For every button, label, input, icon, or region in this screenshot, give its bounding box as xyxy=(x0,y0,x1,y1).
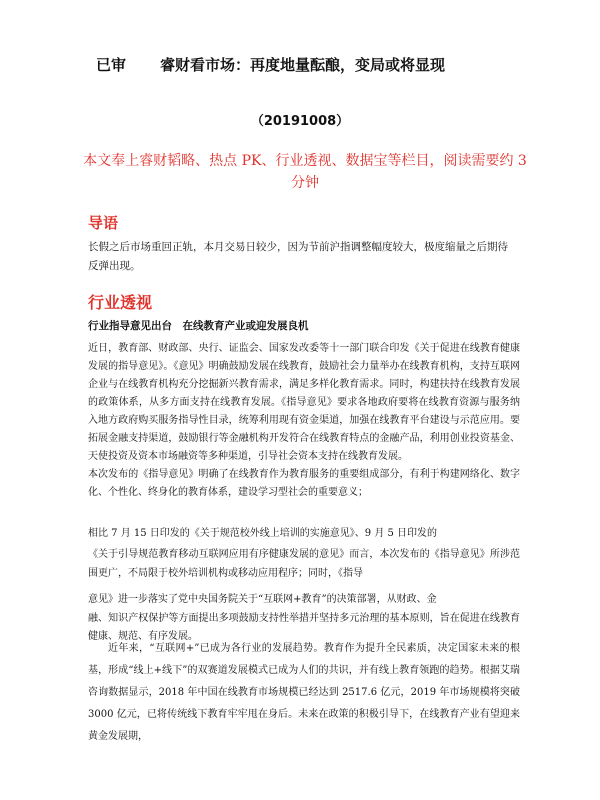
article-header xyxy=(96,54,516,75)
review-status: 已审 xyxy=(96,56,127,74)
article-title: 睿财看市场：再度地量酝酿，变局或将显现 xyxy=(160,56,446,74)
industry-section-title: 行业透视 xyxy=(88,293,153,312)
industry-paragraph-4: 融、知识产权保护等方面提出多项鼓励支持性举措并坚持多元治理的基本原则，旨在促进在线教育健康、规范、有序发展。 xyxy=(88,613,520,642)
industry-subheading: 行业指导意见出台 在线教育产业或迎发展良机 xyxy=(88,320,309,332)
article-date: （20191008） xyxy=(250,114,350,129)
industry-paragraph-5: 近年来，“互联网+”已成为各行业的发展趋势。教育作为提升全民素质，决定国家未来的根基，形成“线上+线下”的双赛道发展模式已成为人们的共识，并有线上教育领跑的趋势。根据艾瑞咨询数据显示，2018 年中国在线教育市场规模已经达到 2517.6 亿元，2019 年市场规模将突破 3000 亿元，已将传统线下教育牢牢甩在身后。未来在政策的积极引导下，在线教育产业有望迎来黄金发展期， xyxy=(88,643,520,742)
lead-text: 长假之后市场重回正轨，本月交易日较少，因为节前沪指调整幅度较大，极度缩量之后期待反弹出现。 xyxy=(88,241,508,272)
lead-section-title: 导语 xyxy=(88,214,119,232)
paragraph-1-text: 近日，教育部、财政部、央行、证监会、国家发改委等十一部门联合印发《关于促进在线教育健康发展的指导意见》。《意见》明确鼓励发展在线教育，鼓励社会力量举办在线教育机构，支持互联网企业与在线教育机构充分挖掘新兴教育需求，满足多样化教育需求。同时，构建扶持在线教育发展的政策体系，从多方面支持在线教育发展。《指导意见》要求各地政府要将在线教育资源与服务纳入地方政府购买服务指导性目录，统筹利用现有资金渠道，加强在线教育平台建设与示范应用。要拓展金融支持渠道，鼓励银行等金融机构开发符合在线教育特点的金融产品，利用创业投资基金、天使投资及资本市场融资等多种渠道，引导社会资本支持在线教育发展。 xyxy=(88,343,520,462)
industry-paragraph-1 xyxy=(88,340,520,502)
intro-summary: 本文奉上睿财韬略、热点 PK、行业透视、数据宝等栏目，阅读需要约 3 分钟 xyxy=(83,153,527,191)
paragraph-2-text: 本次发布的《指导意见》明确了在线教育作为教育服务的重要组成部分，有利于构建网络化、数字化、个性化、终身化的教育体系，建设学习型社会的重要意义； xyxy=(88,469,520,498)
paragraph-line-dates: 相比 7 月 15 日印发的《关于规范校外线上培训的实施意见》、9 月 5 日印发的 xyxy=(88,528,438,539)
industry-paragraph-3: 《关于引导规范教育移动互联网应用有序健康发展的意见》而言，本次发布的《指导意见》所涉范围更广，不局限于校外培训机构或移动应用程序；同时，《指导 xyxy=(88,549,520,579)
paragraph-line-policy: 意见》进一步落实了党中央国务院关于“互联网+教育”的决策部署，从财政、金 xyxy=(88,594,437,605)
